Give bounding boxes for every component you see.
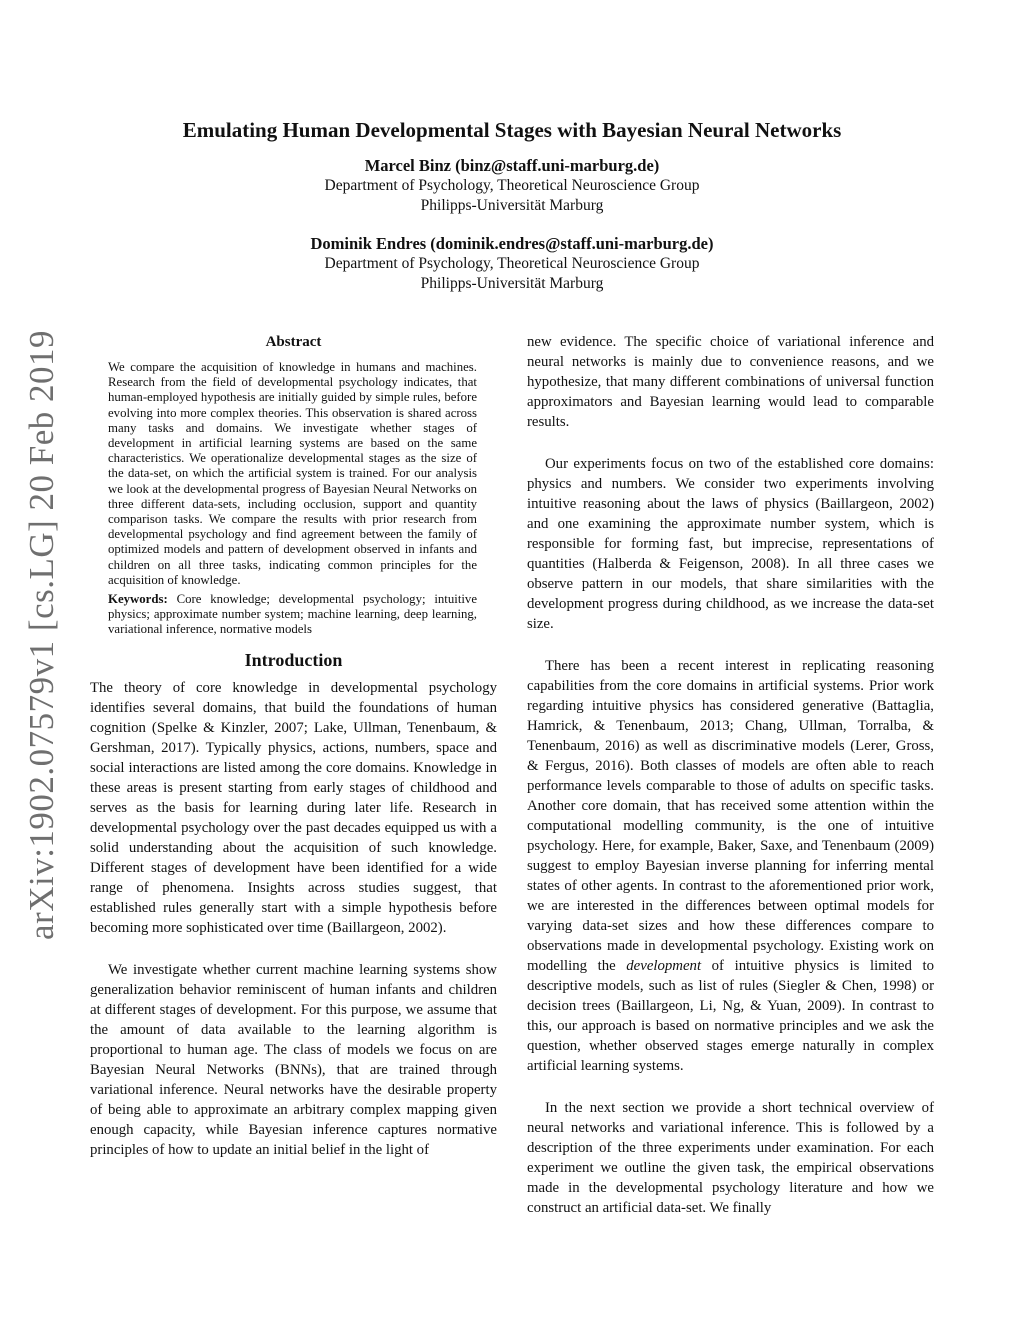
paragraph: We investigate whether current machine learning systems show generalization behavior reminiscent of human infants and children at different stages of development. For this purpose, we assume that the amount of data available to the learning algorithm is proportional to human age. The class of models we focus on are Bayesian Neural Networks (BNNs), that are trained through variational inference. Neural networks have the desirable property of being able to approximate an arbitrary complex mapping given enough capacity, while Bayesian inference captures normative principles of how to update an initial belief in the light of bbox=[90, 961, 497, 1158]
paper-title: Emulating Human Developmental Stages with Bayesian Neural Networks bbox=[182, 118, 842, 142]
emphasis-development: development bbox=[626, 958, 702, 974]
paper-header bbox=[0, 116, 1024, 294]
paragraph-text: of intuitive physics is limited to descriptive models, such as list of rules (Siegler & Chen, 1998) or decision trees (Baillargeon, Li, Ng, & Yuan, 2009). In contrast to this, our approach is based on normative principles and we ask the question, whether observed stages emerge naturally in complex artificial learning systems. bbox=[527, 958, 934, 1074]
paragraph: The theory of core knowledge in developmental psychology identifies several domains, that build the foundations of human cognition (Spelke & Kinzler, 2007; Lake, Ullman, Tenenbaum, & Gershman, 2017). Typically physics, actions, numbers, space and social interactions are listed among the core domains. Knowledge in these areas is present starting from early stages of childhood and serves as the basis for learning during later life. Research in developmental psychology over the past decades equipped us with a solid understanding about the acquisition of such knowledge. Different stages of development have been identified for a wide range of phenomena. Insights across studies suggest, that established rules generally start with a simple hypothesis before becoming more sophisticated over time (Baillargeon, 2002). bbox=[90, 679, 497, 936]
author-affiliation: Department of Psychology, Theoretical Neuroscience Group bbox=[324, 177, 700, 194]
paragraph bbox=[527, 656, 934, 1076]
right-column bbox=[527, 332, 934, 1218]
keywords-text: Core knowledge; developmental psychology; intuitive physics; approximate number system; machine learning, deep learning, variational inference, normative models bbox=[108, 592, 478, 637]
section-heading-introduction: Introduction bbox=[244, 649, 343, 670]
paragraph: In the next section we provide a short technical overview of neural networks and variational inference. This is followed by a description of the three experiments under examination. For each experiment we outline the given task, the empirical observations made in the developmental psychology literature and how we construct an artificial data-set. We finally bbox=[527, 1100, 934, 1216]
author-name: Dominik Endres (dominik.endres@staff.uni-marburg.de) bbox=[310, 234, 714, 253]
abstract-body: We compare the acquisition of knowledge in humans and machines. Research from the field of developmental psychology indicates, that human-employed hypothesis are initially guided by simple rules, before evolving into more complex theories. This observation is shared across many tasks and domains. We investigate whether stages of development in artificial learning systems are based on the same characteristics. We operationalize developmental stages as the size of the data-set, on which the artificial system is trained. For our analysis we look at the developmental progress of Bayesian Neural Networks on three different data-sets, including occlusion, support and quantity comparison tasks. We compare the results with prior research from developmental psychology and find agreement between the family of optimized models and pattern of development observed in infants and children on all three tasks, indicating common principles for the acquisition of knowledge. bbox=[108, 360, 477, 587]
paragraph-text: There has been a recent interest in replicating reasoning capabilities from the core domains in artificial systems. Prior work regarding intuitive physics has considered generative (Battaglia, Hamrick, & Tenenbaum, 2013; Chang, Ullman, Torralba, & Tenenbaum, 2016) as well as discriminative models (Lerer, Gross, & Fergus, 2016). Both classes of models are often able to reach performance levels comparable to those of adults on specific tasks. Another core domain, that has received some attention within the computational modelling community, is the one of intuitive psychology. Here, for example, Baker, Saxe, and Tenenbaum (2009) suggest to employ Bayesian inverse planning for inferring mental states of other agents. In contrast to the aforementioned prior work, we are interested in the differences between optimal models for varying data-set sizes and how these differences compare to observations made in developmental psychology. Existing work on modelling the bbox=[527, 658, 934, 974]
author-affiliation: Philipps-Universität Marburg bbox=[420, 275, 604, 292]
abstract-keywords bbox=[108, 592, 477, 638]
paragraph: Our experiments focus on two of the established core domains: physics and numbers. We consider two experiments involving intuitive reasoning about the laws of physics (Baillargeon, 2002) and one examining the approximate number system, which is responsible for forming fast, but imprecise, representations of quantities (Halberda & Feigenson, 2008). In all three cases we observe pattern in our models, that share similarities with the development progress during childhood, as we increase the data-set size. bbox=[527, 456, 934, 632]
author-block-2 bbox=[0, 234, 1024, 294]
keywords-label: Keywords: bbox=[108, 592, 168, 607]
left-column bbox=[90, 332, 497, 1160]
paragraph: new evidence. The specific choice of variational inference and neural networks is mainly due to convenience reasons, and we hypothesize, that many different combinations of universal function approximators and Bayesian learning would lead to comparable results. bbox=[527, 334, 934, 430]
author-name: Marcel Binz (binz@staff.uni-marburg.de) bbox=[364, 156, 660, 175]
abstract-heading: Abstract bbox=[265, 334, 322, 350]
author-affiliation: Philipps-Universität Marburg bbox=[420, 197, 604, 214]
arxiv-identifier: arXiv:1902.07579v1 [cs.LG] 20 Feb 2019 bbox=[22, 329, 61, 940]
author-affiliation: Department of Psychology, Theoretical Neuroscience Group bbox=[324, 255, 700, 272]
author-block-1 bbox=[0, 156, 1024, 216]
